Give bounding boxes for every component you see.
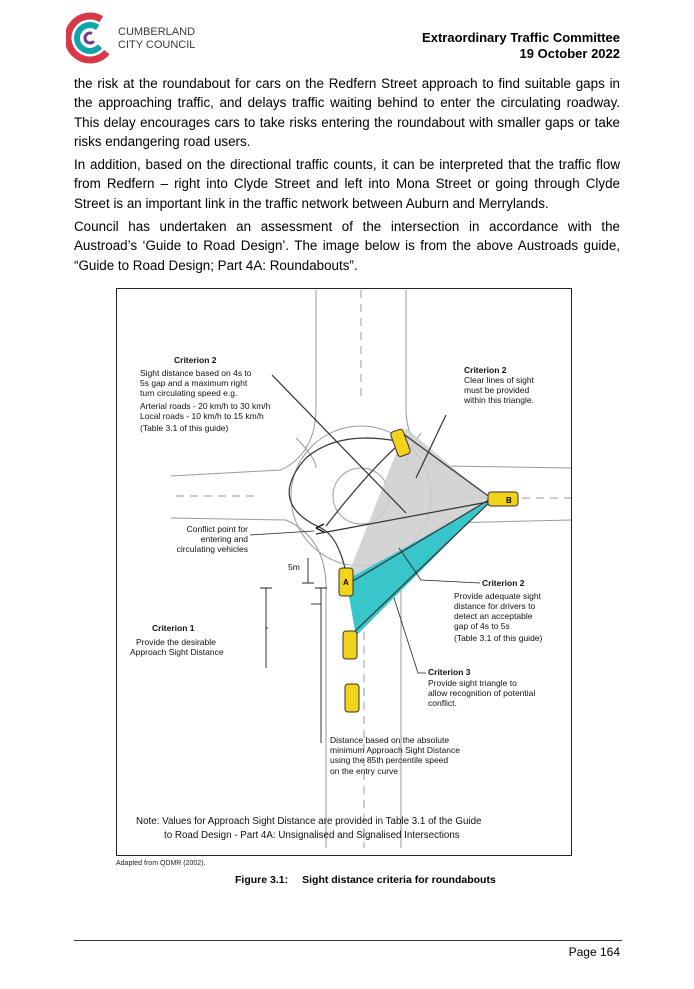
figure-caption (235, 874, 496, 886)
crit2-tr-title: Criterion 2 (464, 365, 507, 375)
page-number: Page 164 (568, 945, 620, 959)
crit2-mr-line: Provide adequate sight (454, 591, 541, 601)
crit2-mr-line: distance for drivers to (454, 601, 536, 611)
conflict-line: circulating vehicles (176, 544, 248, 554)
crit2-tl-line: turn circulating speed e.g. (140, 388, 238, 398)
figure-number: Figure 3.1: (235, 874, 289, 886)
crit2-tl-line: Sight distance based on 4s to (140, 368, 252, 378)
crit2-tl-line: Arterial roads - 20 km/h to 30 km/h (140, 401, 271, 411)
crit2-mr-line: gap of 4s to 5s (454, 621, 510, 631)
logo-org-line2: CITY COUNCIL (118, 39, 196, 51)
crit2-tr-line: within this triangle. (464, 395, 534, 405)
crit3-line: allow recognition of potential (428, 688, 536, 698)
crit2-tl-title: Criterion 2 (174, 355, 217, 365)
figure-source: Adapted from QDMR (2002). (116, 860, 206, 867)
crit3-title: Criterion 3 (428, 667, 471, 677)
crit3-line: conflict. (428, 698, 457, 708)
car-bottom (345, 684, 359, 712)
crit2-tl-line: (Table 3.1 of this guide) (140, 423, 229, 433)
distance-line: using the 85th percentile speed (330, 755, 449, 765)
header-date: 19 October 2022 (519, 46, 620, 61)
logo-org-line1: CUMBERLAND (118, 26, 196, 38)
cumberland-logo (66, 12, 206, 64)
car-a (339, 568, 353, 596)
footer-divider (74, 940, 622, 941)
conflict-line: entering and (200, 534, 248, 544)
car-b (488, 492, 518, 506)
crit2-mr-line: detect an acceptable (454, 611, 533, 621)
dimension-5m: 5m (288, 562, 300, 572)
figure-title: Sight distance criteria for roundabouts (302, 874, 496, 886)
car-a-label: A (343, 578, 349, 587)
paragraph-2: In addition, based on the directional traffic counts, it can be interpreted that the traffic flow from Redfern – right into Clyde Street and left into Mona Street or going through Clyde Street is an important link in the traffic network between Auburn and Merrylands. (74, 157, 620, 211)
crit1-line: Provide the desirable (136, 637, 216, 647)
crit3-line: Provide sight triangle to (428, 678, 517, 688)
note-line1: Note: Values for Approach Sight Distance are provided in Table 3.1 of the Guide (136, 816, 482, 827)
crit2-mr-title: Criterion 2 (482, 578, 525, 588)
car-mid (343, 631, 357, 659)
crit2-tl-line: Local roads - 10 km/h to 15 km/h (140, 411, 264, 421)
paragraph-1: the risk at the roundabout for cars on the Redfern Street approach to find suitable gaps in the approaching traffic, and delays traffic waiting behind to enter the circulating roadway. This delay encourages cars to take risks entering the roundabout with smaller gaps or take risks endangering road users. (74, 76, 620, 150)
roundabout-diagram (116, 288, 572, 856)
crit1-title: Criterion 1 (152, 623, 195, 633)
crit2-tr-line: Clear lines of sight (464, 375, 534, 385)
car-b-label: B (506, 496, 512, 505)
header-title: Extraordinary Traffic Committee (422, 30, 620, 45)
paragraph-3: Council has undertaken an assessment of the intersection in accordance with the Austroad’s ‘Guide to Road Design’. The image below is from the above Austroads guide, “Guide to Road Design; Part 4A: Roundabouts”. (74, 219, 620, 273)
crit2-tr-line: must be provided (464, 385, 530, 395)
crit2-tl-line: 5s gap and a maximum right (140, 378, 248, 388)
distance-line: minimum Approach Sight Distance (330, 745, 460, 755)
conflict-line: Conflict point for (186, 524, 248, 534)
crit2-mr-line: (Table 3.1 of this guide) (454, 633, 543, 643)
distance-line: Distance based on the absolute (330, 735, 450, 745)
crit1-line: Approach Sight Distance (130, 647, 224, 657)
note-line2: to Road Design - Part 4A: Unsignalised and Signalised Intersections (164, 830, 460, 841)
distance-line: on the entry curve (330, 766, 399, 776)
